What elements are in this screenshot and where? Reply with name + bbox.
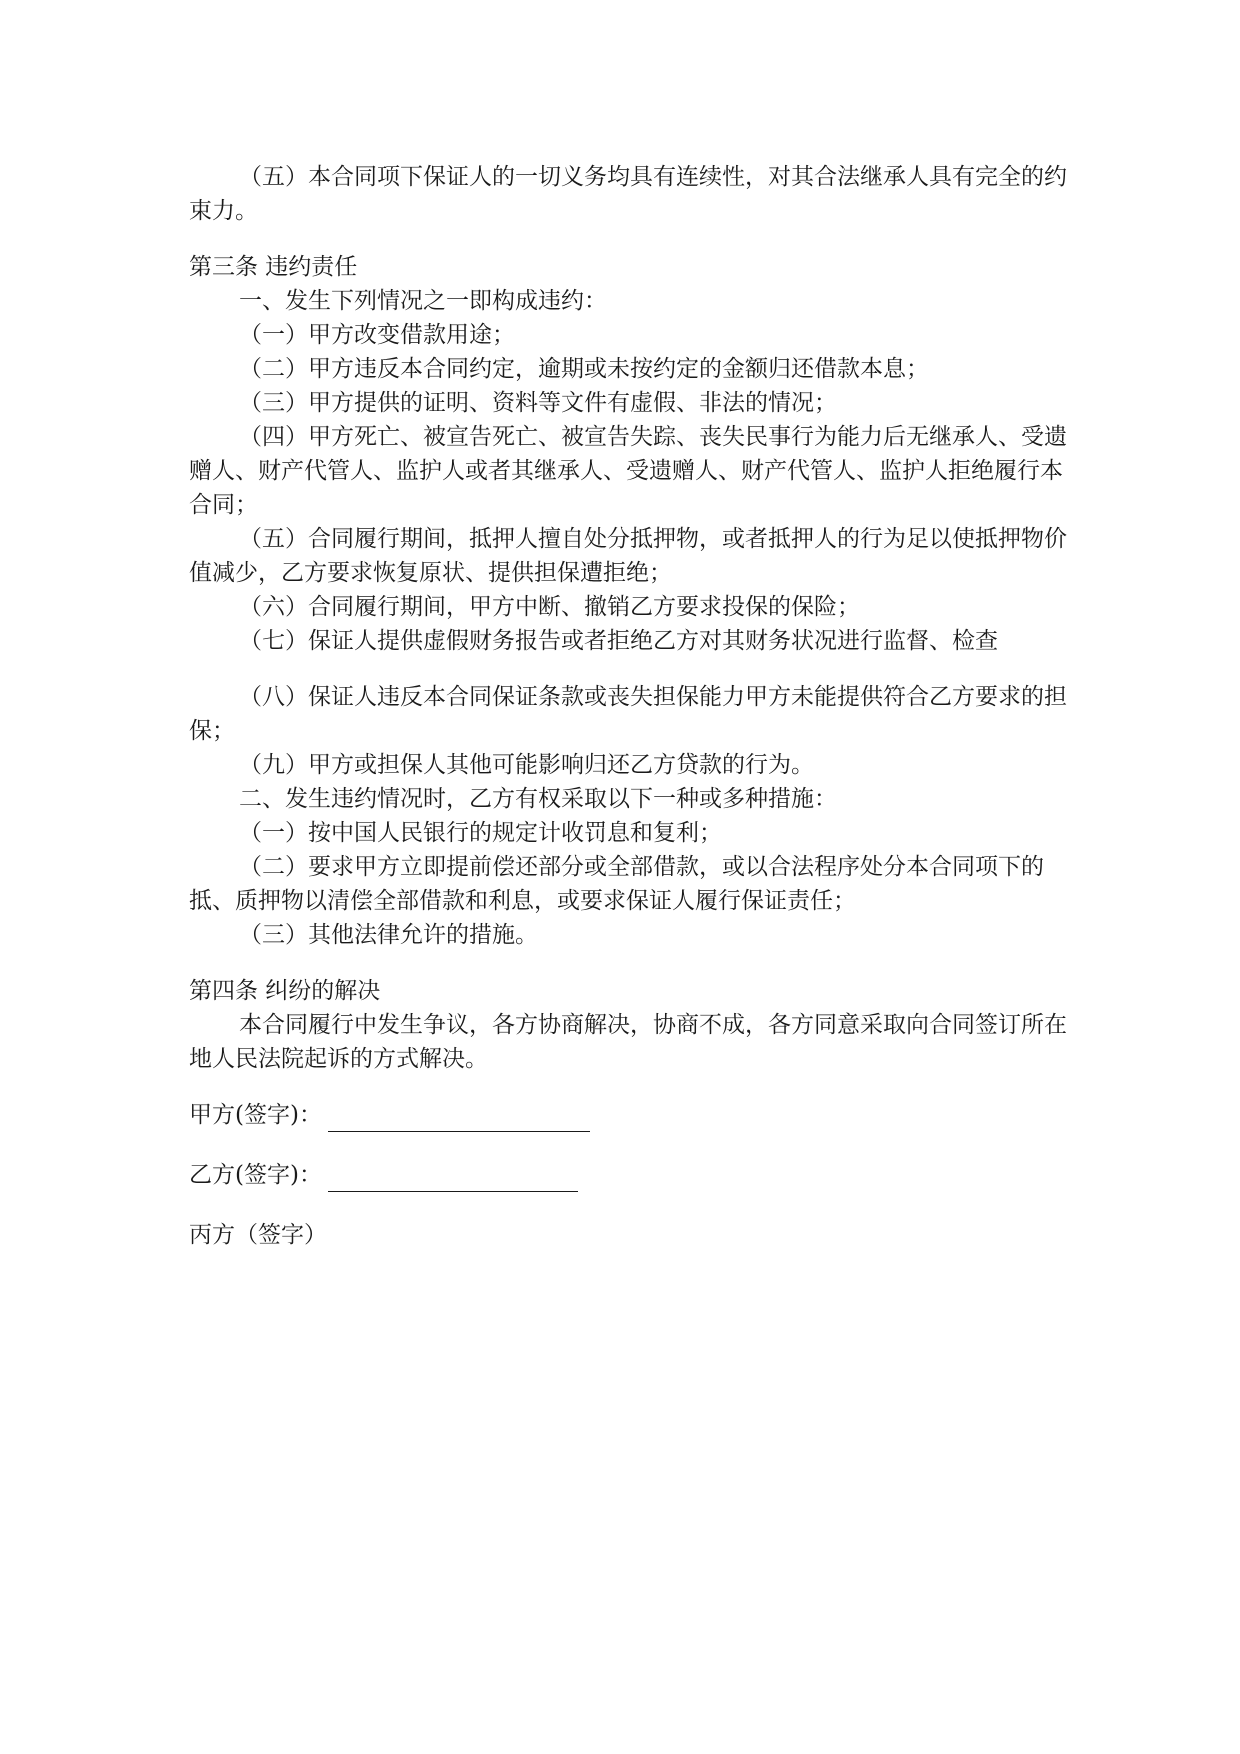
breach-item-3: （三）甲方提供的证明、资料等文件有虚假、非法的情况； [239,390,837,416]
article-3-section-2: 二、发生违约情况时，乙方有权采取以下一种或多种措施： [239,786,837,812]
signature-party-a [189,1098,1069,1132]
signature-party-a-label: 甲方(签字)： [189,1102,322,1128]
breach-item-2: （二）甲方违反本合同约定，逾期或未按约定的金额归还借款本息； [239,356,929,382]
signature-party-b [189,1158,1069,1192]
breach-item-5: （五）合同履行期间，抵押人擅自处分抵押物，或者抵押人的行为足以使抵押物价值减少，乙方要求恢复原状、提供担保遭拒绝； [189,526,1067,586]
article-3-title: 第三条 违约责任 [189,254,358,280]
signature-party-a-blank[interactable] [328,1107,590,1132]
remedy-item-1: （一）按中国人民银行的规定计收罚息和复利； [239,820,722,846]
breach-item-1: （一）甲方改变借款用途； [239,322,515,348]
remedy-item-3: （三）其他法律允许的措施。 [239,922,538,948]
contract-body [189,160,1069,1252]
breach-item-7: （七）保证人提供虚假财务报告或者拒绝乙方对其财务状况进行监督、检查 [239,628,998,654]
article-3-section-1: 一、发生下列情况之一即构成违约： [239,288,607,314]
breach-item-8: （八）保证人违反本合同保证条款或丧失担保能力甲方未能提供符合乙方要求的担保； [189,684,1067,744]
article-4-text: 本合同履行中发生争议，各方协商解决，协商不成，各方同意采取向合同签订所在地人民法院起诉的方式解决。 [189,1012,1067,1072]
signature-party-b-blank[interactable] [328,1167,578,1192]
remedy-item-2: （二）要求甲方立即提前偿还部分或全部借款，或以合法程序处分本合同项下的抵、质押物以清偿全部借款和利息，或要求保证人履行保证责任； [189,854,1044,914]
breach-item-9: （九）甲方或担保人其他可能影响归还乙方贷款的行为。 [239,752,814,778]
breach-item-4: （四）甲方死亡、被宣告死亡、被宣告失踪、丧失民事行为能力后无继承人、受遗赠人、财产代管人、监护人或者其继承人、受遗赠人、财产代管人、监护人拒绝履行本合同； [189,424,1067,518]
clause-guarantor-continuity: （五）本合同项下保证人的一切义务均具有连续性，对其合法继承人具有完全的约束力。 [189,164,1067,224]
signature-party-c-label: 丙方（签字） [189,1222,327,1248]
breach-item-6: （六）合同履行期间，甲方中断、撤销乙方要求投保的保险； [239,594,860,620]
article-4-title: 第四条 纠纷的解决 [189,978,381,1004]
signature-party-b-label: 乙方(签字)： [189,1162,322,1188]
